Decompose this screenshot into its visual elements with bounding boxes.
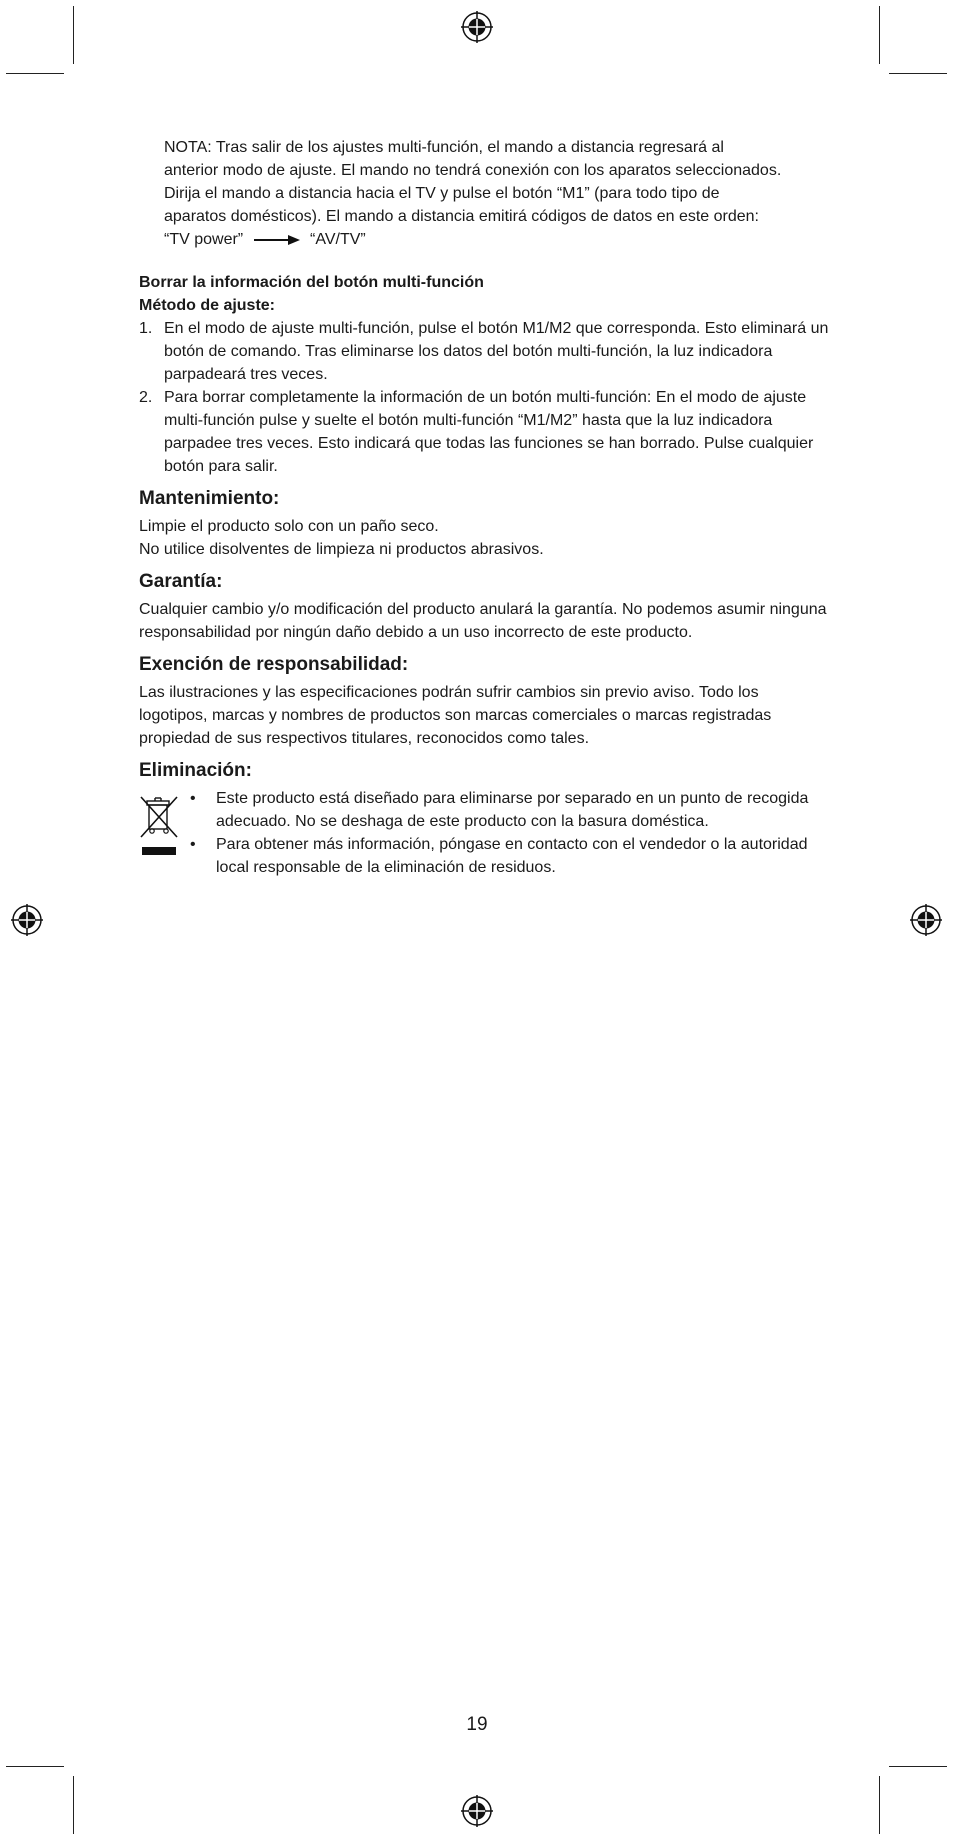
nota-line: NOTA: Tras salir de los ajustes multi-función, el mando a distancia regresará al <box>164 139 724 156</box>
arrow-right-icon <box>254 234 300 246</box>
method-heading: Método de ajuste: <box>139 297 276 314</box>
step-number: 1. <box>139 320 153 337</box>
paragraph: Las ilustraciones y las especificaciones podrán sufrir cambios sin previo aviso. Todo los logotipos, marcas y nombres de productos son marcas comerciales o marcas registradas propiedad de sus respectivos titulares, reconocidos como tales. <box>139 684 772 747</box>
crop-mark <box>879 6 880 64</box>
page-content <box>139 136 829 879</box>
disposal-list <box>139 787 829 879</box>
sequence-to: “AV/TV” <box>310 231 366 248</box>
registration-mark-icon <box>460 1794 494 1828</box>
steps-list <box>139 317 829 478</box>
section-heading-garantia: Garantía: <box>139 571 223 592</box>
step-text: En el modo de ajuste multi-función, pulse el botón M1/M2 que corresponda. Esto eliminará un botón de comando. Tras eliminarse los datos del botón multi-función, la luz indicadora parpadeará tres veces. <box>164 320 829 383</box>
nota-line: aparatos domésticos). El mando a distancia emitirá códigos de datos en este orden: <box>164 208 759 225</box>
code-sequence <box>164 228 829 251</box>
bullet-text: Este producto está diseñado para eliminarse por separado en un punto de recogida adecuado. No se deshaga de este producto con la basura doméstica. <box>216 790 809 830</box>
nota-line: anterior modo de ajuste. El mando no tendrá conexión con los aparatos seleccionados. <box>164 162 782 179</box>
list-item <box>139 317 829 386</box>
section-heading-mantenimiento: Mantenimiento: <box>139 488 280 509</box>
paragraph: Limpie el producto solo con un paño seco. <box>139 518 439 535</box>
step-text: Para borrar completamente la información de un botón multi-función: En el modo de ajuste multi-función pulse y suelte el botón multi-función “M1/M2” hasta que la luz indicadora parpadee tres veces. Esto indicará que todas las funciones se han borrado. Pulse cualquier botón para salir. <box>164 389 814 475</box>
disposal-block <box>139 787 829 879</box>
crop-mark <box>6 73 64 74</box>
crop-mark <box>879 1776 880 1834</box>
nota-line: Dirija el mando a distancia hacia el TV y pulse el botón “M1” (para todo tipo de <box>164 185 720 202</box>
weee-crossed-bin-icon <box>139 787 179 857</box>
list-item <box>190 787 829 833</box>
bullet: • <box>190 790 196 807</box>
section-heading-exencion: Exención de responsabilidad: <box>139 654 409 675</box>
step-number: 2. <box>139 389 153 406</box>
list-item <box>139 386 829 478</box>
registration-mark-icon <box>909 903 943 937</box>
paragraph: No utilice disolventes de limpieza ni productos abrasivos. <box>139 541 544 558</box>
section-heading-eliminacion: Eliminación: <box>139 760 252 781</box>
sequence-from: “TV power” <box>164 231 244 248</box>
crop-mark <box>73 1776 74 1834</box>
nota-block <box>139 136 829 251</box>
crop-mark <box>73 6 74 64</box>
crop-mark <box>889 73 947 74</box>
registration-mark-icon <box>460 10 494 44</box>
crop-mark <box>6 1766 64 1767</box>
list-item <box>190 833 829 879</box>
bullet: • <box>190 836 196 853</box>
crop-mark <box>889 1766 947 1767</box>
bullet-text: Para obtener más información, póngase en contacto con el vendedor o la autoridad local responsable de la eliminación de residuos. <box>216 836 808 876</box>
page-number: 19 <box>466 1714 488 1735</box>
section-heading-borrar: Borrar la información del botón multi-función <box>139 274 484 291</box>
paragraph: Cualquier cambio y/o modificación del producto anulará la garantía. No podemos asumir ninguna responsabilidad por ningún daño debido a un uso incorrecto de este producto. <box>139 601 827 641</box>
registration-mark-icon <box>10 903 44 937</box>
